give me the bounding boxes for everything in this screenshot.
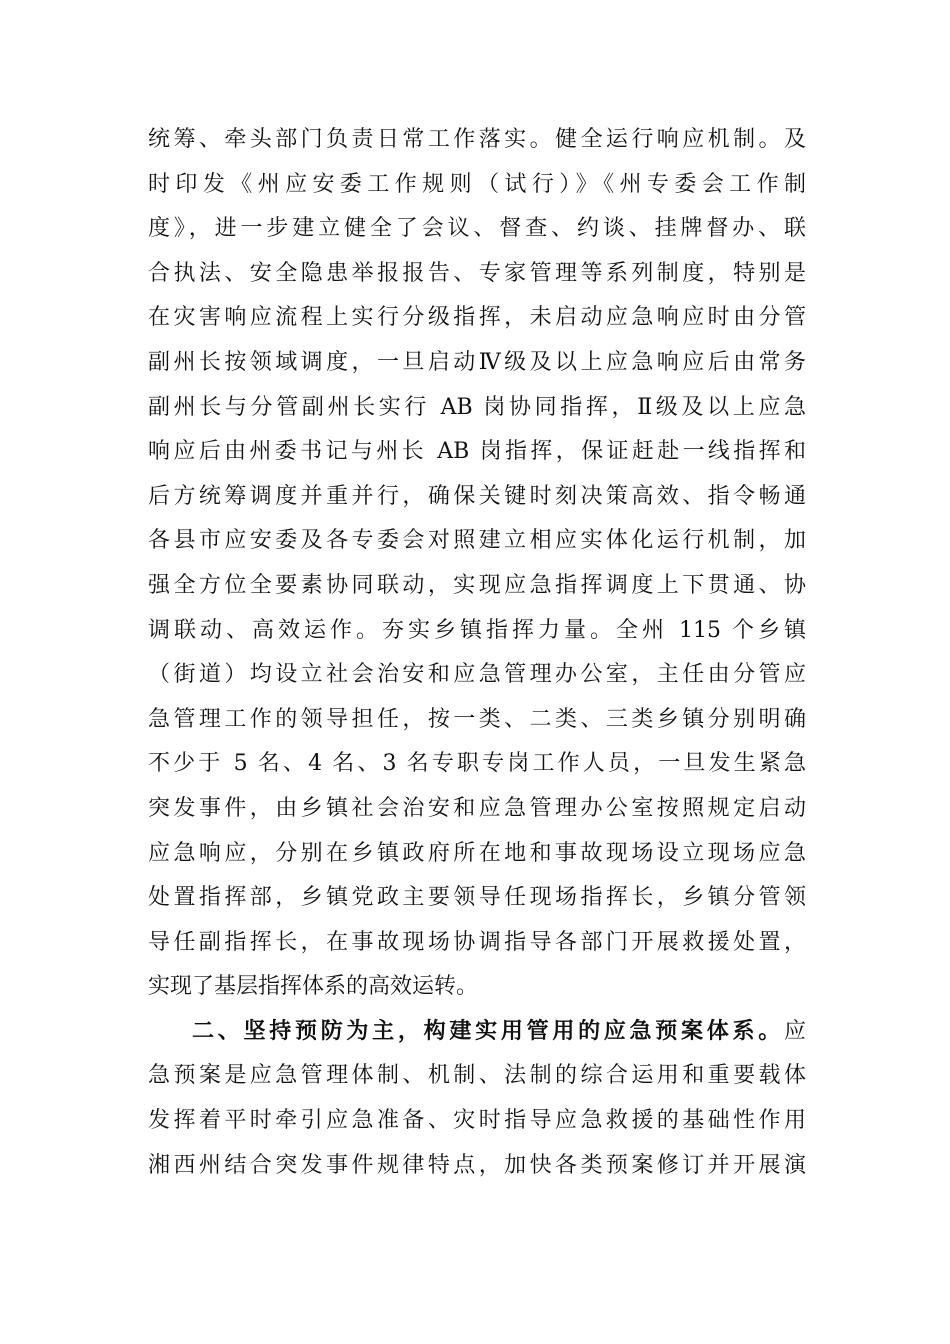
paragraph-line: 副州长按领域调度，一旦启动Ⅳ级及以上应急响应后由常务: [148, 349, 806, 375]
paragraph-line: 强全方位全要素协同联动，实现应急指挥调度上下贯通、协: [148, 572, 806, 598]
paragraph-line: 响应后由州委书记与州长 AB 岗指挥，保证赶赴一线指挥和: [148, 439, 806, 465]
paragraph-line: 不少于 5 名、4 名、3 名专职专岗工作人员，一旦发生紧急: [148, 751, 806, 777]
section-heading: 二、坚持预防为主，构建实用管用的应急预案体系。: [192, 1018, 784, 1044]
paragraph-line: 急管理工作的领导担任，按一类、二类、三类乡镇分别明确: [148, 706, 806, 732]
paragraph-line: 发挥着平时牵引应急准备、灾时指导应急救援的基础性作用: [148, 1108, 806, 1134]
paragraph-line: 突发事件，由乡镇社会治安和应急管理办公室按照规定启动: [148, 795, 806, 821]
paragraph-line: 副州长与分管副州长实行 AB 岗协同指挥，Ⅱ级及以上应急: [148, 394, 806, 420]
paragraph-line: 统筹、牵头部门负责日常工作落实。健全运行响应机制。及: [148, 127, 806, 152]
paragraph-line: 调联动、高效运作。夯实乡镇指挥力量。全州 115 个乡镇: [148, 617, 806, 643]
paragraph-line: 急预案是应急管理体制、机制、法制的综合运用和重要载体: [148, 1063, 806, 1089]
paragraph-line: 实现了基层指挥体系的高效运转。: [148, 974, 479, 1000]
paragraph-line: 湘西州结合突发事件规律特点，加快各类预案修订并开展演: [148, 1152, 806, 1178]
paragraph-line: 度》，进一步建立健全了会议、督查、约谈、挂牌督办、联: [148, 216, 806, 242]
heading-continuation: 应: [783, 1018, 806, 1044]
section-heading-line: [148, 1010, 806, 1055]
paragraph-line: （街道）均设立社会治安和应急管理办公室，主任由分管应: [148, 662, 806, 688]
paragraph-line: 处置指挥部，乡镇党政主要领导任现场指挥长，乡镇分管领: [148, 885, 806, 911]
paragraph-line: 在灾害响应流程上实行分级指挥，未启动应急响应时由分管: [148, 305, 806, 331]
paragraph-line: 导任副指挥长，在事故现场协调指导各部门开展救援处置，: [148, 929, 806, 955]
document-body: [148, 118, 806, 1188]
paragraph-line: 应急响应，分别在乡镇政府所在地和事故现场设立现场应急: [148, 840, 806, 866]
paragraph-line: 后方统筹调度并重并行，确保关键时刻决策高效、指令畅通: [148, 483, 806, 509]
paragraph-line: 合执法、安全隐患举报报告、专家管理等系列制度，特别是: [148, 260, 806, 286]
paragraph-line: 各县市应安委及各专委会对照建立相应实体化运行机制，加: [148, 528, 806, 554]
paragraph-line: 时印发《州应安委工作规则（试行）》《州专委会工作制: [148, 171, 806, 197]
